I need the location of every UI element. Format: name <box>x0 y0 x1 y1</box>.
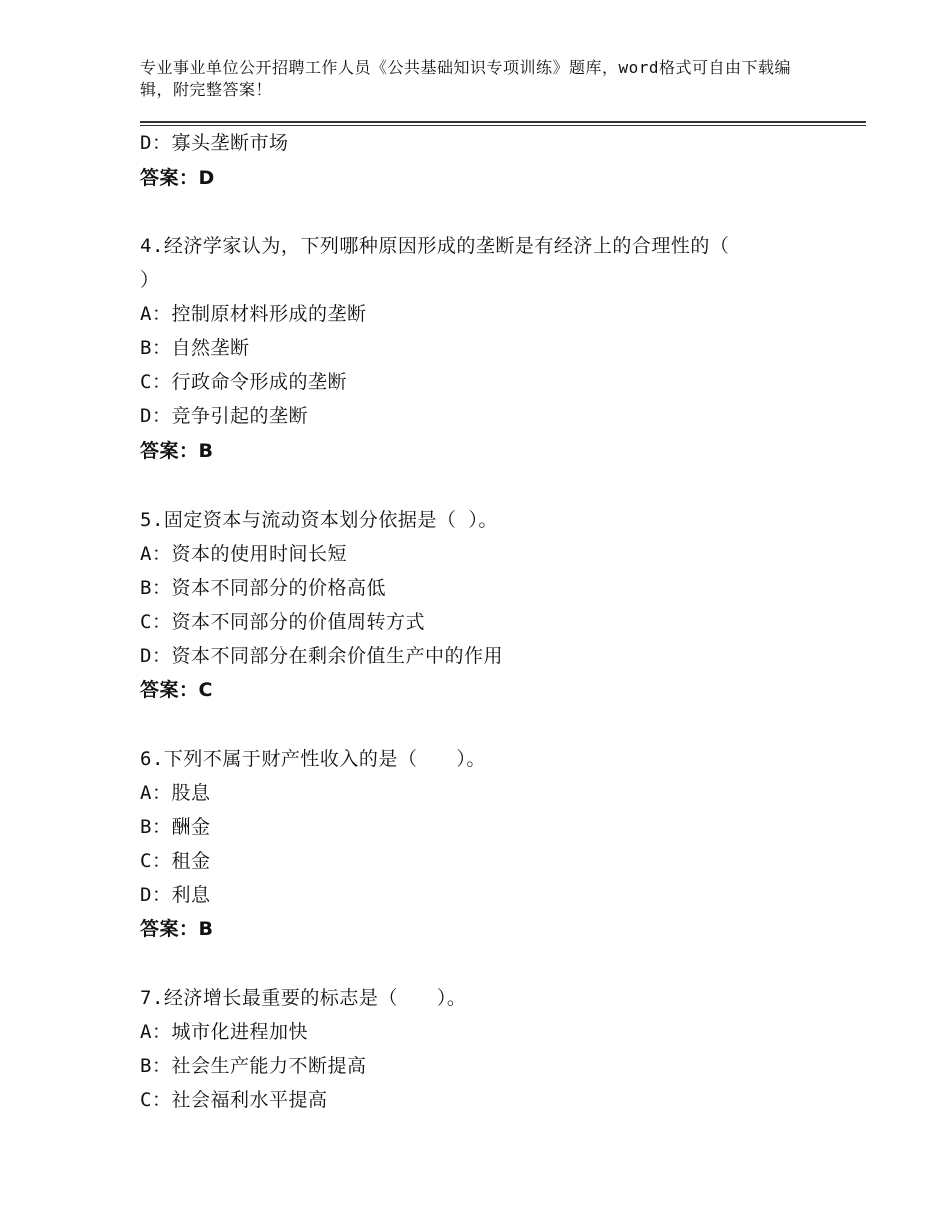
q7-option-c: C：社会福利水平提高 <box>140 1089 328 1111</box>
q4-question-line2: ） <box>140 269 160 291</box>
q4-option-d: D：竞争引起的垄断 <box>140 405 308 427</box>
q6-option-c: C：租金 <box>140 850 211 872</box>
q5-option-d: D：资本不同部分在剩余价值生产中的作用 <box>140 645 503 667</box>
q6-option-a: A：股息 <box>140 782 211 804</box>
q7-question: 7.经济增长最重要的标志是（ ）。 <box>140 987 467 1009</box>
q7-option-b: B：社会生产能力不断提高 <box>140 1055 367 1077</box>
page-header: 专业事业单位公开招聘工作人员《公共基础知识专项训练》题库，word格式可自由下载编辑，附完整答案！ <box>140 58 792 99</box>
q5-option-c: C：资本不同部分的价值周转方式 <box>140 611 425 633</box>
q6-option-b: B：酬金 <box>140 816 211 838</box>
q3-option-d: D：寡头垄断市场 <box>140 132 289 154</box>
q6-option-d: D：利息 <box>140 884 211 906</box>
q4-option-c: C：行政命令形成的垄断 <box>140 371 347 393</box>
q6-question: 6.下列不属于财产性收入的是（ ）。 <box>140 748 486 770</box>
header-rule-thick <box>140 121 866 123</box>
q3-answer: 答案：D <box>140 167 215 189</box>
q4-question-line1: 4.经济学家认为，下列哪种原因形成的垄断是有经济上的合理性的（ <box>140 235 730 257</box>
q5-option-b: B：资本不同部分的价格高低 <box>140 577 386 599</box>
q4-option-a: A：控制原材料形成的垄断 <box>140 303 367 325</box>
q5-option-a: A：资本的使用时间长短 <box>140 543 347 565</box>
q6-answer: 答案：B <box>140 918 214 940</box>
q5-question: 5.固定资本与流动资本划分依据是（ ）。 <box>140 509 498 531</box>
q4-option-b: B：自然垄断 <box>140 337 250 359</box>
q4-answer: 答案：B <box>140 440 214 462</box>
header-rule-thin <box>140 125 866 126</box>
q5-answer: 答案：C <box>140 679 213 701</box>
q7-option-a: A：城市化进程加快 <box>140 1021 308 1043</box>
